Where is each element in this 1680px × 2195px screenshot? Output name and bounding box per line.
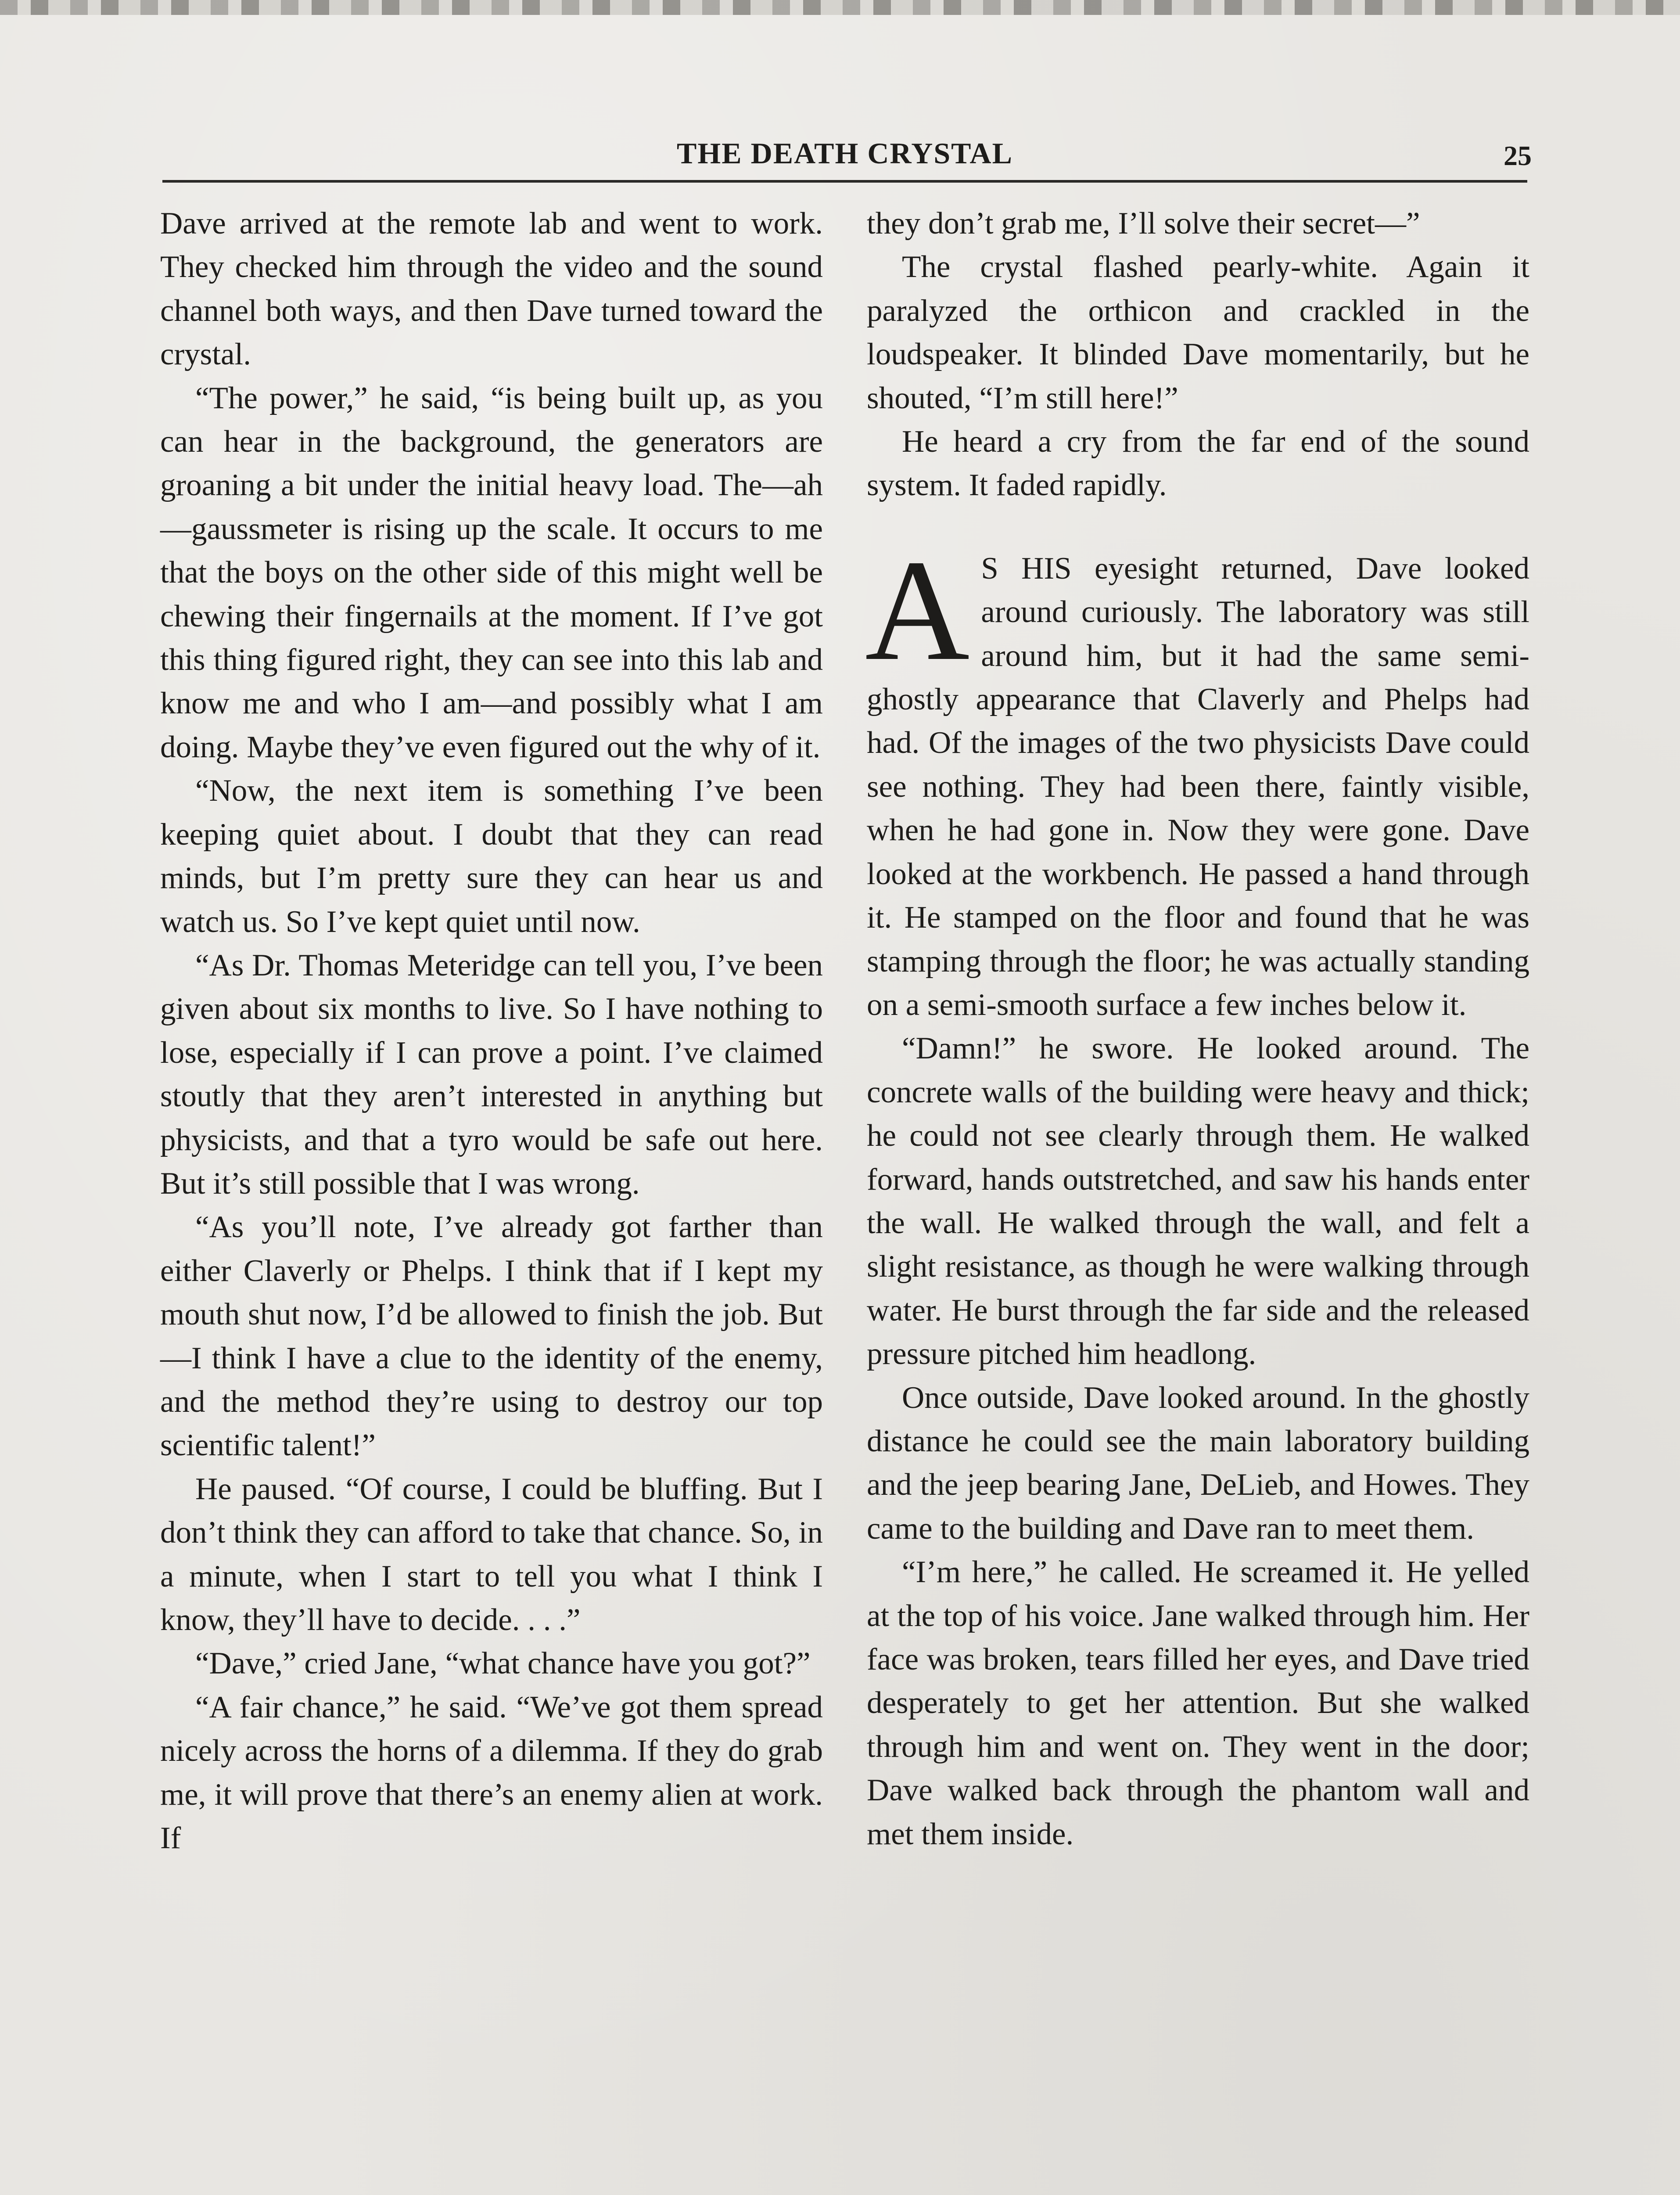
paragraph: “Damn!” he swore. He looked around. The concrete walls of the building were heavy and thick; he could not see clearly through them. He walked forward, hands outstretched, and saw his hands enter the wall. He walked through the wall, and felt a slight resistance, as though he were walking through water. He burst through the far side and the released pressure pitched him headlong. xyxy=(867,1031,1529,1371)
drop-cap: A xyxy=(865,530,970,691)
paragraph: He paused. “Of course, I could be bluffing. But I don’t think they can afford to take that chance. So, in a minute, when I start to tell you what I think I know, they’ll have to decide. . . .” xyxy=(160,1472,823,1637)
header-rule xyxy=(162,180,1527,183)
paragraph: “A fair chance,” he said. “We’ve got them spread nicely across the horns of a dilemma. If they do grab me, it will prove that there’s an enemy alien at work. If xyxy=(160,1690,823,1856)
paragraph: Once outside, Dave looked around. In the ghostly distance he could see the main laboratory building and the jeep bearing Jane, DeLieb, and Howes. They came to the building and Dave ran to meet them. xyxy=(867,1380,1529,1546)
paragraph: He heard a cry from the far end of the sound system. It faded rapidly. xyxy=(867,425,1529,503)
paragraph: “The power,” he said, “is being built up, as you can hear in the background, the generators are groaning a bit under the initial heavy load. The—ah—gaussmeter is rising up the scale. It occurs to me that the boys on the other side of this might well be chewing their fingernails at the moment. If I’ve got this thing figured right, they can see into this lab and know me and who I am—and possibly what I am doing. Maybe they’ve even figured out the why of it. xyxy=(160,381,823,764)
running-header xyxy=(162,132,1532,189)
page-number: 25 xyxy=(1504,140,1532,171)
section-start-paragraph xyxy=(865,530,1529,1027)
paragraph: they don’t grab me, I’ll solve their secret—” xyxy=(867,206,1420,241)
left-column xyxy=(160,202,823,1860)
paragraph: Dave arrived at the remote lab and went to work. They checked him through the video and the sound channel both ways, and then Dave turned toward the crystal. xyxy=(160,206,823,372)
paragraph: “As Dr. Thomas Meteridge can tell you, I’ve been given about six months to live. So I have nothing to lose, especially if I can prove a point. I’ve claimed stoutly that they aren’t interested in anything but physicists, and that a tyro would be safe out here. But it’s still possible that I was wrong. xyxy=(160,948,823,1201)
torn-top-edge xyxy=(0,0,1680,15)
paragraph: “As you’ll note, I’ve already got farther than either Claverly or Phelps. I think that if I kept my mouth shut now, I’d be allowed to finish the job. But—I think I have a clue to the identity of the enemy, and the method they’re using to destroy our top scientific talent!” xyxy=(160,1210,823,1463)
right-column xyxy=(867,202,1529,1856)
paragraph: “Now, the next item is something I’ve been keeping quiet about. I doubt that they can read minds, but I’m pretty sure they can hear us and watch us. So I’ve kept quiet until now. xyxy=(160,774,823,939)
running-title: THE DEATH CRYSTAL xyxy=(677,137,1013,170)
paragraph: The crystal flashed pearly-white. Again it paralyzed the orthicon and crackled in the loudspeaker. It blinded Dave momentarily, but he shouted, “I’m still here!” xyxy=(867,250,1529,415)
paragraph: “Dave,” cried Jane, “what chance have you got?” xyxy=(195,1646,811,1681)
paragraph: “I’m here,” he called. He screamed it. He yelled at the top of his voice. Jane walked through him. Her face was broken, tears filled her eyes, and Dave tried desperately to get her attention. But she walked through him and went on. They went in the door; Dave walked back through the phantom wall and met them inside. xyxy=(867,1555,1529,1851)
section-start-text: S HIS eyesight returned, Dave looked around curiously. The laboratory was still around him, but it had the same semi-ghostly appearance that Claverly and Phelps had had. Of the images of the two physicists Dave could see nothing. They had been there, faintly visible, when he had gone in. Now they were gone. Dave looked at the workbench. He passed a hand through it. He stamped on the floor and found that he was stamping through the floor; he was actually standing on a semi-smooth surface a few inches below it. xyxy=(867,551,1529,1022)
